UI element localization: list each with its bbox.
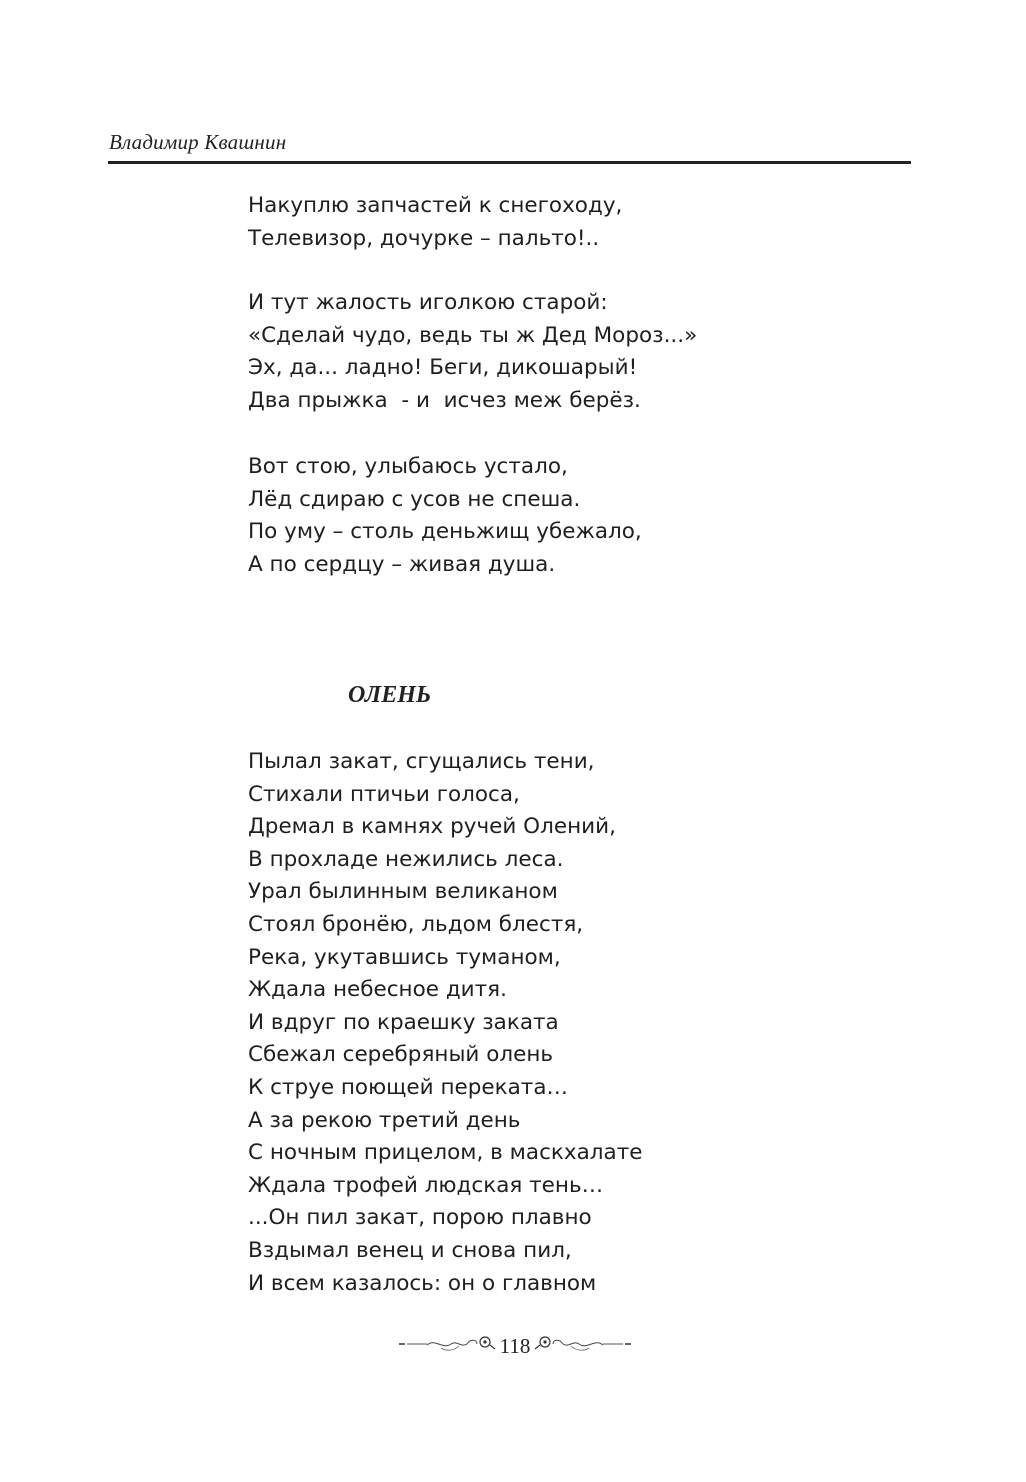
- verse-line: С ночным прицелом, в маскхалате: [248, 1140, 643, 1166]
- poem-title: ОЛЕНЬ: [348, 682, 432, 708]
- page-number: 118: [499, 1333, 531, 1358]
- verse-line: И вдруг по краешку заката: [248, 1009, 559, 1035]
- verse-line: Эх, да... ладно! Беги, дикошарый!: [248, 355, 638, 381]
- verse-line: ...Он пил закат, порою плавно: [248, 1205, 592, 1231]
- verse-line: Стихали птичьи голоса,: [248, 781, 520, 807]
- verse-line: По уму – столь деньжищ убежало,: [248, 519, 642, 545]
- verse-line: Пылал закат, сгущались тени,: [248, 749, 595, 774]
- verse-line: Урал былинным великаном: [248, 879, 558, 905]
- verse-line: Телевизор, дочурке – пальто!..: [248, 225, 600, 251]
- verse-line: К струе поющей переката…: [248, 1074, 568, 1100]
- verse-line: Река, укутавшись туманом,: [248, 944, 561, 970]
- verse-line: В прохладе нежились леса.: [248, 846, 564, 872]
- verse-line: А за рекою третий день: [248, 1107, 521, 1133]
- verse-line: Ждала небесное дитя.: [248, 977, 507, 1003]
- verse-line: Вот стою, улыбаюсь устало,: [248, 454, 568, 479]
- verse-line: Вздымал венец и снова пил,: [248, 1237, 572, 1263]
- verse-line: Сбежал серебряный олень: [248, 1042, 554, 1068]
- stanza-1: [248, 190, 622, 255]
- verse-line: Два прыжка - и исчез меж берёз.: [248, 387, 641, 413]
- ornament-left-icon: [397, 1332, 497, 1361]
- page-footer: [400, 1330, 630, 1362]
- verse-line: Лёд сдираю с усов не спеша.: [248, 486, 581, 512]
- ornament-right-icon: [533, 1332, 633, 1361]
- verse-line: А по сердцу – живая душа.: [248, 551, 556, 577]
- verse-line: Ждала трофей людская тень…: [248, 1172, 604, 1198]
- verse-line: Дремал в камнях ручей Олений,: [248, 814, 616, 840]
- verse-line: Стоял бронёю, льдом блестя,: [248, 911, 584, 937]
- poem-body: [248, 746, 642, 1300]
- running-header-author: Владимир Квашнин: [109, 130, 287, 154]
- verse-line: И тут жалость иголкою старой:: [248, 290, 608, 315]
- stanza-2: [248, 287, 697, 417]
- verse-line: «Сделай чудо, ведь ты ж Дед Мороз...»: [248, 322, 698, 348]
- verse-line: Накуплю запчастей к снегоходу,: [248, 193, 623, 218]
- stanza-3: [248, 451, 642, 581]
- header-rule: [108, 161, 911, 164]
- verse-line: И всем казалось: он о главном: [248, 1270, 597, 1296]
